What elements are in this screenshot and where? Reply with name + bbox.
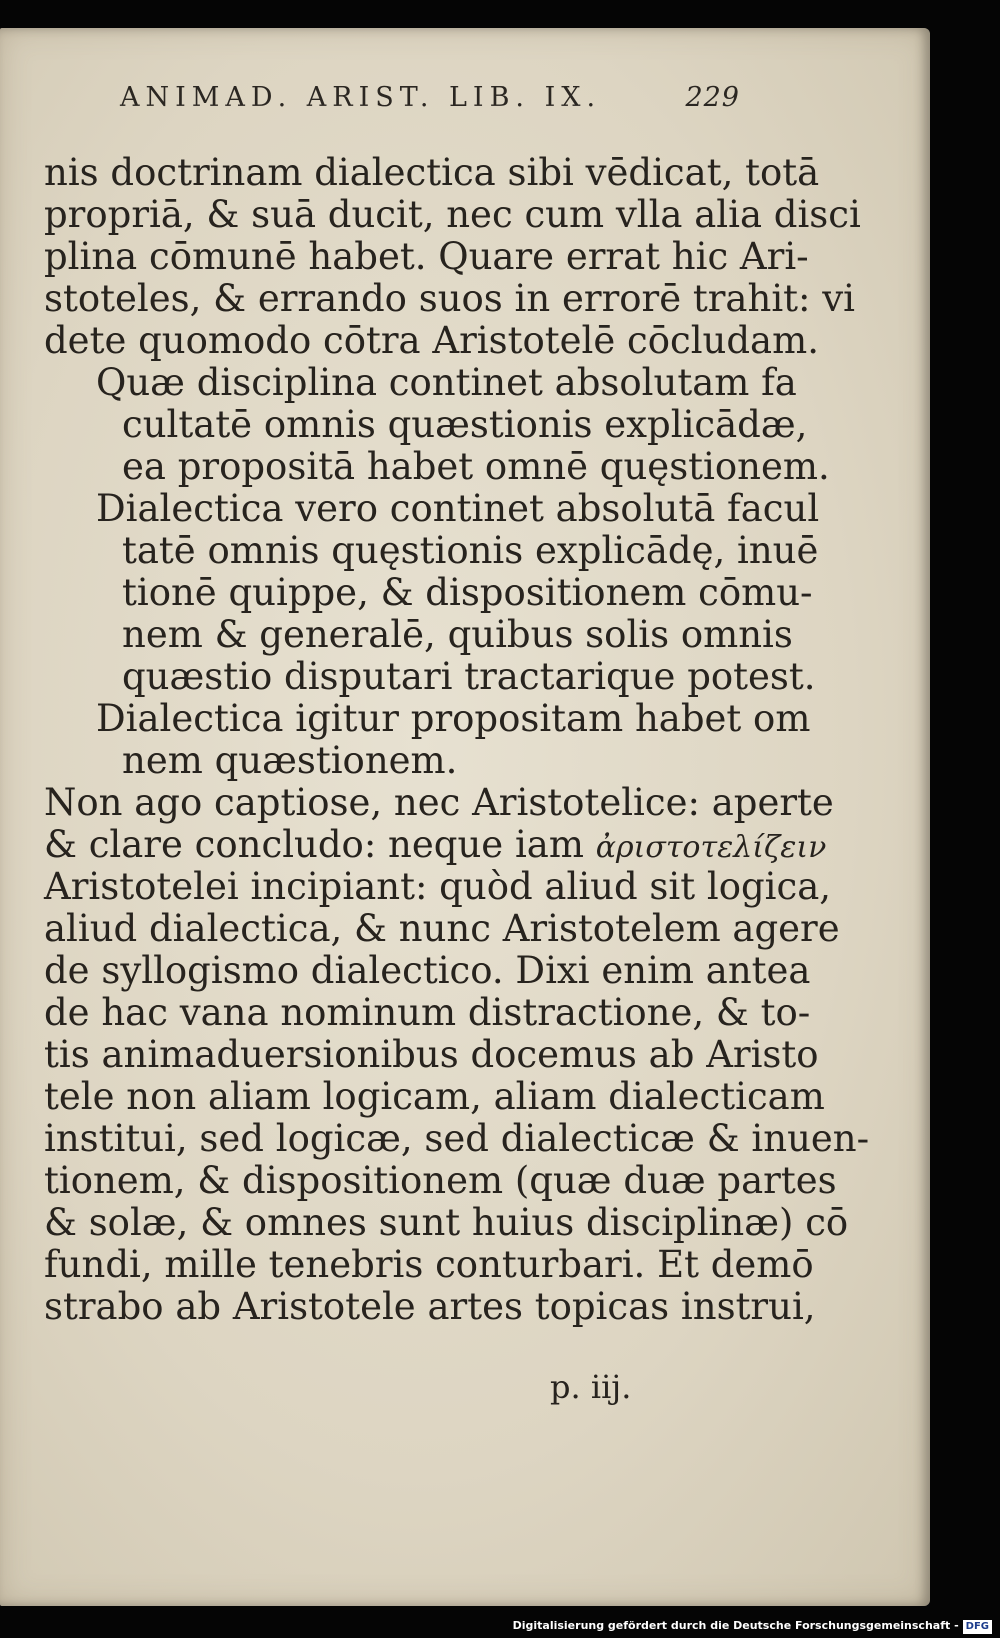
signature-mark: p. iij.: [550, 1368, 632, 1406]
text-line: tele non aliam logicam, aliam dialecticam: [44, 1075, 825, 1118]
text-line: strabo ab Aristotele artes topicas instrui,: [44, 1285, 816, 1328]
text-line: Non ago captiose, nec Aristotelice: aperte: [44, 781, 834, 824]
syllogism-line: nem quæstionem.: [122, 739, 458, 782]
text-line: de syllogismo dialectico. Dixi enim antea: [44, 949, 811, 992]
text-line: tis animaduersionibus docemus ab Aristo: [44, 1033, 819, 1076]
syllogism-line: ea propositā habet omnē quęstionem.: [122, 445, 830, 488]
text-line: nis doctrinam dialectica sibi vēdicat, totā: [44, 151, 820, 194]
footer-credit: [513, 1618, 992, 1634]
syllogism-line: tatē omnis quęstionis explicādę, inuē: [122, 529, 819, 572]
footer-text: Digitalisierung gefördert durch die Deutsche Forschungsgemeinschaft -: [512, 1619, 959, 1632]
body-text: [0, 28, 930, 1606]
text-line: de hac vana nominum distractione, & to-: [44, 991, 811, 1034]
text-line: institui, sed logicæ, sed dialecticæ & inuen-: [44, 1117, 870, 1160]
text-line: dete quomodo cōtra Aristotelē cōcludam.: [44, 319, 819, 362]
text-line: aliud dialectica, & nunc Aristotelem agere: [44, 907, 840, 950]
text-line-part: & clare concludo: neque iam: [44, 823, 584, 866]
syllogism-line: tionē quippe, & dispositionem cōmu-: [122, 571, 813, 614]
text-line: stoteles, & errando suos in errorē trahit: vi: [44, 277, 855, 320]
text-line: tionem, & dispositionem (quæ duæ partes: [44, 1159, 837, 1202]
syllogism-line: Dialectica vero continet absolutā facul: [96, 487, 820, 530]
syllogism-line: nem & generalē, quibus solis omnis: [122, 613, 793, 656]
text-line: & solæ, & omnes sunt huius disciplinæ) cō: [44, 1201, 849, 1244]
running-head-title: ANIMAD. ARIST. LIB. IX.: [120, 82, 602, 113]
text-line: Aristotelei incipiant: quòd aliud sit logica,: [44, 865, 832, 908]
syllogism-line: cultatē omnis quæstionis explicādæ,: [122, 403, 808, 446]
text-line: plina cōmunē habet. Quare errat hic Ari-: [44, 235, 809, 278]
syllogism-line: quæstio disputari tractarique potest.: [122, 655, 816, 698]
greek-word: ἀριστοτελίζειν: [595, 830, 827, 865]
book-page: [0, 28, 930, 1606]
text-line: propriā, & suā ducit, nec cum vlla alia disci: [44, 193, 861, 236]
text-line: [44, 824, 826, 869]
text-line: fundi, mille tenebris conturbari. Et demō: [44, 1243, 814, 1286]
syllogism-line: Quæ disciplina continet absolutam fa: [96, 361, 797, 404]
syllogism-line: Dialectica igitur propositam habet om: [96, 697, 811, 740]
dfg-logo: DFG: [963, 1620, 992, 1634]
page-number: 229: [685, 82, 740, 113]
